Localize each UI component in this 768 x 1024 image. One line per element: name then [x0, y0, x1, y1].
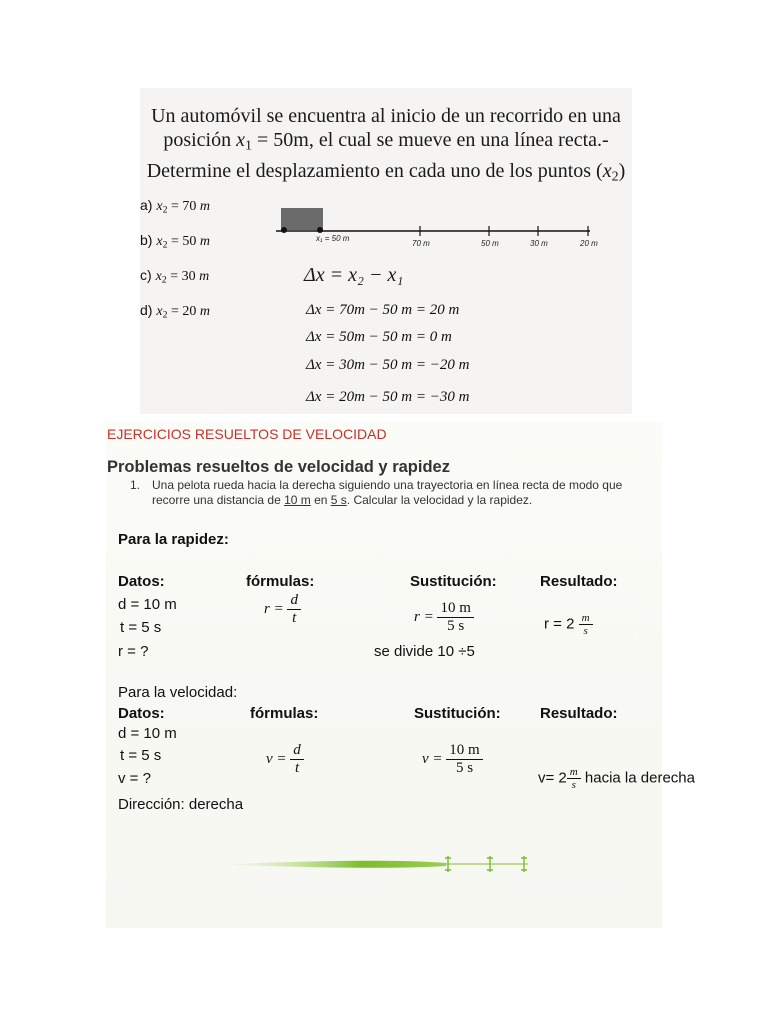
- calc-row-b: Δx = 50m − 50 m = 0 m: [306, 329, 452, 345]
- fraction-numerator: m: [579, 612, 593, 625]
- problem-eq-50m: = 50m: [251, 129, 309, 151]
- divider-swoosh: [234, 861, 446, 868]
- velocidad-result: [538, 766, 695, 791]
- result-value: v= 2: [538, 769, 567, 787]
- result-unit-fraction: [567, 766, 581, 791]
- number-line-diagram: [270, 200, 610, 260]
- start-position-label: x₁ = 50 m: [316, 234, 350, 243]
- substitution-lhs: r =: [414, 608, 434, 625]
- item-b: [140, 232, 210, 250]
- substitution-lhs: v =: [422, 750, 443, 767]
- fraction-denominator: s: [583, 625, 588, 637]
- substitution-fraction: [437, 600, 473, 635]
- problem-line-2-post: , el cual se mueve en una línea recta.-: [308, 129, 609, 151]
- item-unit: m: [199, 304, 210, 319]
- exercise-text: [152, 478, 662, 507]
- car-body: [281, 208, 323, 230]
- item-label: c): [140, 267, 156, 283]
- item-a: [140, 197, 210, 215]
- formula-lhs: v =: [266, 750, 287, 767]
- fraction-numerator: m: [567, 766, 581, 779]
- item-var: x: [155, 269, 162, 284]
- rapidez-r-unknown: r = ?: [118, 643, 149, 660]
- problem-line-3-pre: Determine el desplazamiento en cada uno de los puntos (: [146, 159, 603, 182]
- result-unit-fraction: [579, 612, 593, 637]
- problem-line-3-post: ): [618, 159, 626, 182]
- velocidad-formulas-label: fórmulas:: [250, 705, 319, 722]
- item-d: [140, 302, 210, 320]
- velocidad-d-value: d = 10 m: [118, 725, 177, 742]
- section-subtitle: Problemas resueltos de velocidad y rapidez: [107, 458, 450, 476]
- rapidez-heading: Para la rapidez:: [118, 531, 229, 548]
- car-wheel-right: [317, 227, 323, 233]
- rapidez-result: [544, 612, 593, 637]
- velocidad-substitution: [422, 742, 483, 777]
- formula-fraction: [290, 742, 304, 777]
- velocidad-formula: [266, 742, 304, 777]
- rapidez-d-value: d = 10 m: [118, 596, 177, 613]
- calc-row-d: Δx = 20m − 50 m = −30 m: [306, 389, 470, 405]
- rapidez-substitution: [414, 600, 474, 635]
- velocidad-sustitucion-label: Sustitución:: [414, 705, 501, 722]
- rapidez-note: se divide 10 ÷5: [374, 643, 475, 660]
- problem-line-1: Un automóvil se encuentra al inicio de un recorrido en una: [151, 105, 621, 127]
- fraction-denominator: 5 s: [455, 760, 474, 776]
- fraction-denominator: t: [292, 610, 297, 626]
- exercise-text-body: Una pelota rueda hacia la derecha siguiendo una trayectoria en línea recta de modo que recorre una distancia de: [152, 478, 623, 507]
- problem-sub-2: 2: [611, 169, 619, 184]
- fraction-denominator: t: [294, 760, 300, 776]
- car-wheel-left: [281, 227, 287, 233]
- velocidad-resultado-label: Resultado:: [540, 705, 618, 722]
- item-var: x: [156, 304, 163, 319]
- velocidad-t-value: t = 5 s: [120, 747, 162, 764]
- fraction-numerator: d: [290, 742, 304, 760]
- decorative-divider: [232, 852, 532, 882]
- rapidez-resultado-label: Resultado:: [540, 573, 618, 590]
- fraction-denominator: s: [571, 779, 576, 791]
- item-unit: m: [199, 269, 210, 284]
- velocidad-v-unknown: v = ?: [118, 770, 151, 787]
- fraction-denominator: 5 s: [447, 618, 465, 634]
- result-direction: hacia la derecha: [580, 769, 695, 787]
- tick-label-50: 50 m: [481, 239, 499, 248]
- item-c: [140, 267, 209, 285]
- tick-label-30: 30 m: [530, 239, 548, 248]
- item-unit: m: [199, 234, 210, 249]
- velocidad-datos-label: Datos:: [118, 705, 165, 722]
- item-var: x: [156, 234, 163, 249]
- fraction-numerator: 10 m: [446, 742, 482, 760]
- section-title: EJERCICIOS RESUELTOS DE VELOCIDAD: [107, 426, 387, 442]
- fraction-numerator: d: [287, 592, 301, 610]
- tick-label-70: 70 m: [412, 239, 430, 248]
- exercise-distance: 10 m: [284, 492, 311, 507]
- tick-label-20: 20 m: [580, 239, 598, 248]
- item-label: a): [140, 197, 157, 213]
- item-value: = 30: [166, 269, 200, 284]
- item-unit: m: [199, 199, 210, 214]
- item-sub: 2: [162, 204, 168, 216]
- exercise-text-end: . Calcular la velocidad y la rapidez.: [346, 492, 533, 507]
- velocidad-heading: Para la velocidad:: [118, 684, 238, 701]
- item-value: = 20: [167, 304, 200, 319]
- problem-var-x1: x: [236, 129, 245, 151]
- rapidez-formulas-label: fórmulas:: [246, 573, 315, 590]
- calc-row-c: Δx = 30m − 50 m = −20 m: [306, 357, 470, 373]
- exercise-time: 5 s: [330, 492, 347, 507]
- problem-line-2-pre: posición: [163, 129, 237, 151]
- item-sub: 2: [162, 239, 168, 251]
- item-sub: 2: [161, 274, 167, 286]
- calc-row-a: Δx = 70m − 50 m = 20 m: [306, 302, 460, 318]
- formula-fraction: [287, 592, 301, 627]
- problem-line-3: [140, 159, 632, 190]
- substitution-fraction: [446, 742, 482, 777]
- fraction-numerator: 10 m: [437, 600, 473, 618]
- item-label: d): [140, 302, 157, 318]
- item-value: = 70: [167, 199, 200, 214]
- exercise-text-mid: en: [310, 492, 331, 507]
- item-var: x: [156, 199, 163, 214]
- rapidez-sustitucion-label: Sustitución:: [410, 573, 497, 590]
- item-value: = 50: [167, 234, 200, 249]
- exercise-number: 1.: [130, 478, 141, 492]
- displacement-formula: Δx = x₂ − x₁: [304, 264, 404, 286]
- rapidez-t-value: t = 5 s: [120, 619, 162, 636]
- problem-var-x2: x: [602, 159, 612, 182]
- item-label: b): [140, 232, 157, 248]
- item-sub: 2: [162, 309, 168, 321]
- problem-statement: [140, 104, 632, 189]
- rapidez-datos-label: Datos:: [118, 573, 165, 590]
- problem-line-2: [140, 128, 632, 159]
- velocidad-direction: Dirección: derecha: [118, 796, 244, 813]
- result-value: r = 2: [544, 615, 575, 633]
- problem-sub-1: 1: [244, 138, 252, 154]
- rapidez-formula: [264, 592, 301, 627]
- formula-lhs: r =: [264, 600, 284, 617]
